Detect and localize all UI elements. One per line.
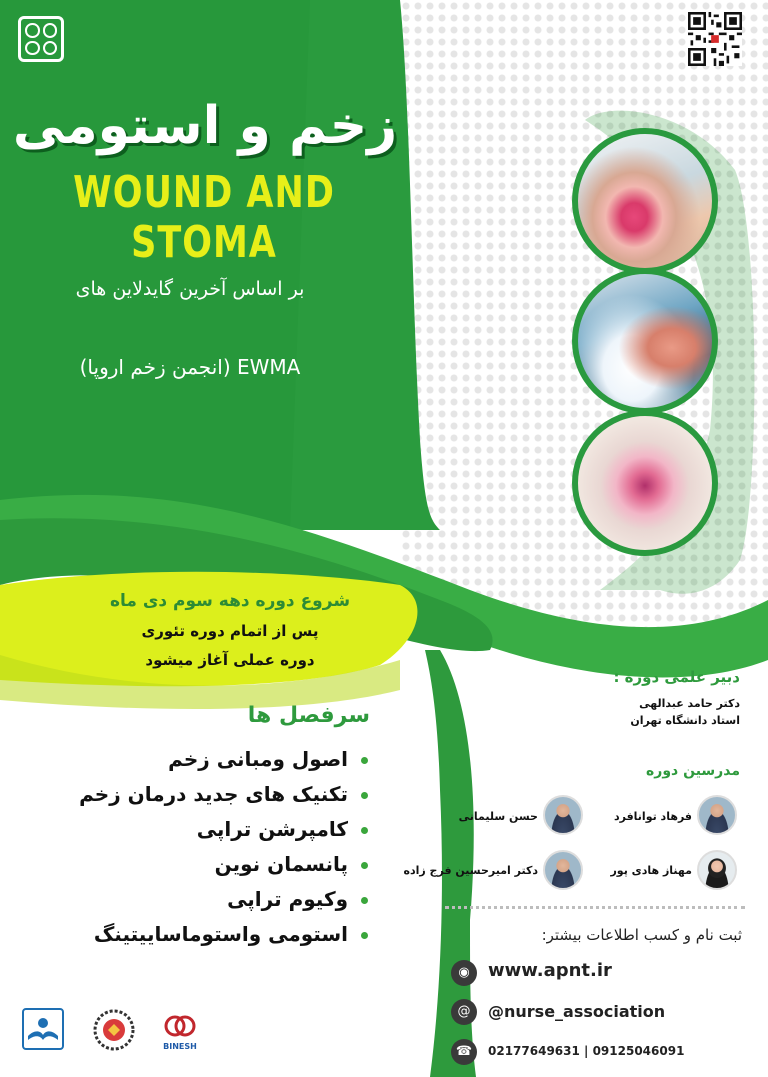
teacher-name: حسن سلیمانی	[458, 810, 538, 823]
wound-photo-foot-care	[572, 268, 718, 414]
phone-numbers[interactable]: 02177649631 | 09125046091	[488, 1044, 685, 1058]
registration-text: ثبت نام و کسب اطلاعات بیشتر:	[541, 926, 742, 944]
binesh-logo-mark	[160, 1010, 200, 1042]
topic-item: کامپرشن تراپی	[70, 812, 370, 847]
practical-note-line2: دوره عملی آغاز میشود	[145, 651, 315, 669]
teacher-name: دکتر امیرحسین فرج زاده	[403, 864, 538, 877]
teacher-avatar	[543, 850, 583, 890]
binesh-logo-text: BINESH	[163, 1042, 197, 1051]
topic-item: اصول ومبانی زخم	[70, 742, 370, 777]
scientific-director-name: دکتر حامد عبدالهی	[639, 697, 740, 710]
teacher-avatar	[697, 795, 737, 835]
teacher-avatar	[697, 850, 737, 890]
topic-item: پانسمان نوین	[70, 847, 370, 882]
practical-note-line1: پس از اتمام دوره تئوری	[141, 622, 319, 640]
title-english: WOUND AND STOMA	[73, 168, 335, 268]
subtitle-guidelines: بر اساس آخرین گایدلاین های	[75, 278, 305, 300]
teacher-avatar	[543, 795, 583, 835]
association-logo	[18, 16, 64, 62]
scientific-director-title: استاد دانشگاه تهران	[630, 714, 740, 727]
emblem-logo	[92, 1008, 136, 1052]
wound-photo-closeup	[572, 410, 718, 556]
at-sign-icon: @	[451, 999, 477, 1025]
topic-item: تکنیک های جدید درمان زخم	[70, 777, 370, 812]
globe-icon: ◉	[451, 960, 477, 986]
teachers-heading: مدرسین دوره	[646, 763, 740, 779]
topics-heading: سرفصل ها	[247, 703, 370, 728]
website-link[interactable]: www.apnt.ir	[488, 960, 612, 981]
topic-item: وکیوم تراپی	[70, 882, 370, 917]
social-handle-link[interactable]: @nurse_association	[488, 1002, 666, 1021]
teacher-name: مهناز هادی پور	[610, 864, 692, 877]
title-persian: زخم و استومی	[12, 96, 398, 156]
subtitle-ewma: EWMA (انجمن زخم اروپا)	[79, 355, 301, 379]
topic-item: استومی واستوماساییتینگ	[70, 917, 370, 952]
book-logo	[22, 1008, 64, 1050]
topics-list	[70, 742, 370, 952]
wound-photo-arm	[572, 128, 718, 274]
teacher-name: فرهاد توانافرد	[613, 810, 692, 823]
course-start-text: شروع دوره دهه سوم دی ماه	[109, 591, 351, 611]
divider	[445, 906, 745, 909]
scientific-director-heading: دبیر علمی دوره :	[613, 668, 740, 686]
phone-icon: ☎	[451, 1039, 477, 1065]
qr-code	[688, 12, 742, 66]
